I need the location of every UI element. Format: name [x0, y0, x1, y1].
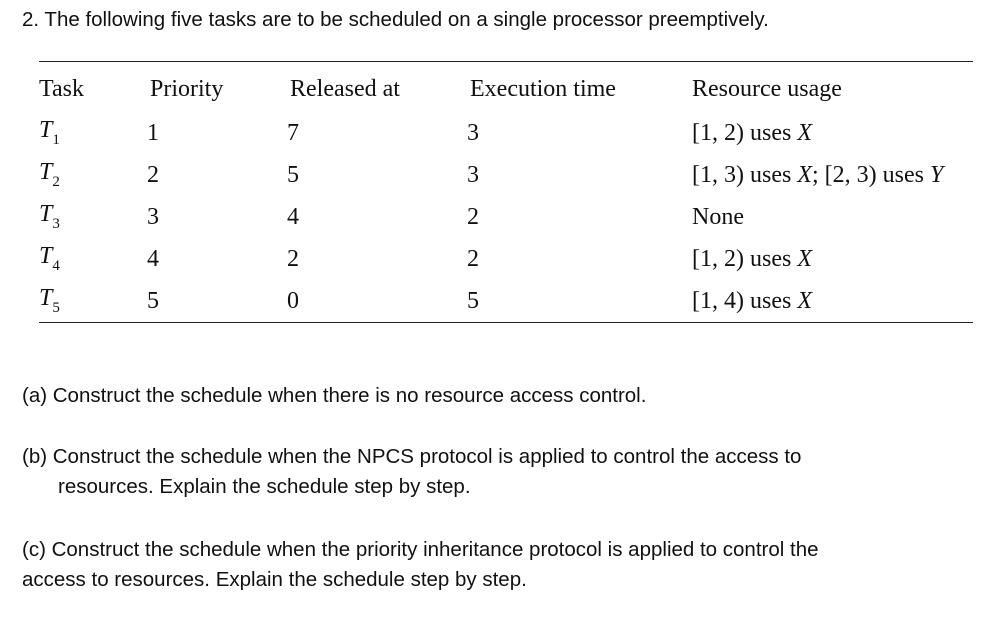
header-released-at: Released at	[290, 75, 400, 102]
part-b	[22, 442, 962, 502]
task-resource: [1, 2) uses X	[692, 119, 812, 146]
task-released: 4	[287, 203, 299, 230]
task-name: $T_4$	[39, 243, 60, 274]
task-name: $T_3$	[39, 201, 60, 232]
task-priority: 3	[147, 203, 159, 230]
table-row	[39, 238, 973, 280]
table-bottom-rule	[39, 322, 973, 323]
task-released: 7	[287, 119, 299, 146]
part-b-line1: (b) Construct the schedule when the NPCS protocol is applied to control the access to	[22, 445, 802, 468]
task-resource: [1, 4) uses X	[692, 287, 812, 314]
task-exec-time: 2	[467, 245, 479, 272]
table-header-row	[39, 62, 973, 112]
task-name: $T_1$	[39, 117, 60, 148]
part-b-line2: resources. Explain the schedule step by step.	[58, 475, 471, 498]
task-name: $T_2$	[39, 159, 60, 190]
task-released: 2	[287, 245, 299, 272]
task-exec-time: 2	[467, 203, 479, 230]
task-released: 0	[287, 287, 299, 314]
header-task: Task	[39, 75, 84, 102]
table-row	[39, 154, 973, 196]
task-table	[39, 62, 973, 322]
header-resource-usage: Resource usage	[692, 75, 842, 102]
table-row	[39, 196, 973, 238]
part-c	[22, 535, 962, 595]
header-execution-time: Execution time	[470, 75, 616, 102]
task-priority: 2	[147, 161, 159, 188]
task-priority: 5	[147, 287, 159, 314]
header-priority: Priority	[150, 75, 224, 102]
part-a-text: (a) Construct the schedule when there is no resource access control.	[22, 384, 647, 407]
task-name: $T_5$	[39, 285, 60, 316]
question-heading: 2. The following five tasks are to be scheduled on a single processor preemptively.	[22, 8, 769, 31]
task-exec-time: 3	[467, 119, 479, 146]
task-exec-time: 5	[467, 287, 479, 314]
task-priority: 1	[147, 119, 159, 146]
task-table-container	[39, 61, 973, 323]
table-row	[39, 280, 973, 322]
task-resource: [1, 2) uses X	[692, 245, 812, 272]
part-a	[22, 381, 962, 411]
table-row	[39, 112, 973, 154]
task-exec-time: 3	[467, 161, 479, 188]
task-released: 5	[287, 161, 299, 188]
task-resource: [1, 3) uses X; [2, 3) uses Y	[692, 161, 944, 188]
part-c-line1: (c) Construct the schedule when the priority inheritance protocol is applied to control the	[22, 538, 819, 561]
task-resource: None	[692, 203, 744, 230]
part-c-line2: access to resources. Explain the schedule step by step.	[22, 568, 527, 591]
task-priority: 4	[147, 245, 159, 272]
